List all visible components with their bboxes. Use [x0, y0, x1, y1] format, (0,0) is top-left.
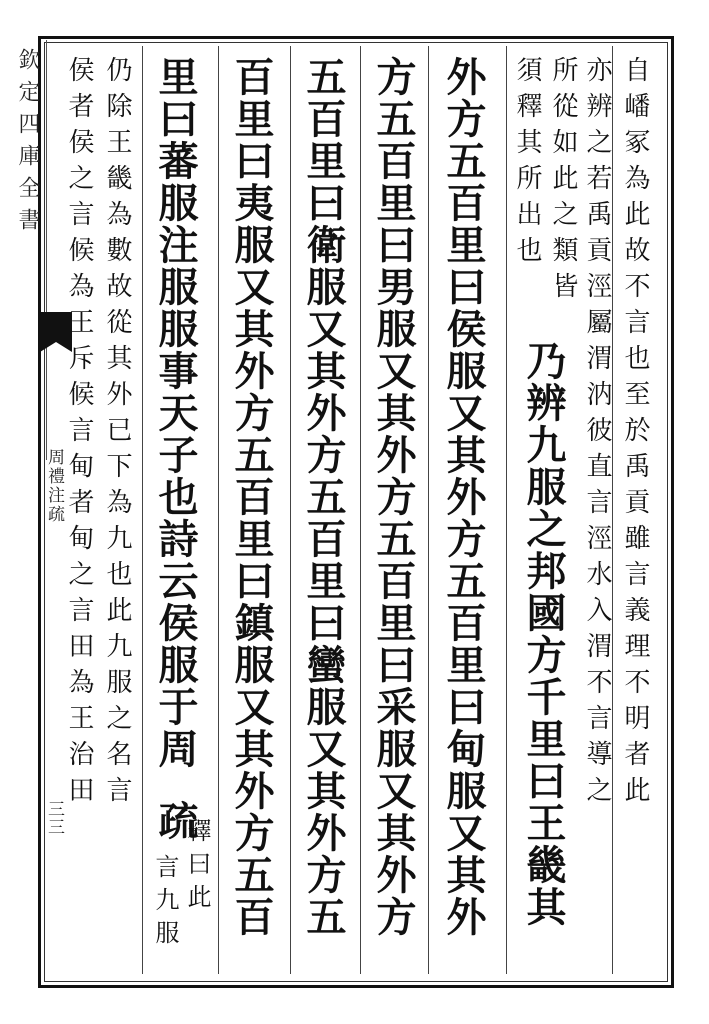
column-rule — [290, 46, 291, 974]
text-body: 九服之邦國方千里曰王畿其 — [520, 424, 567, 928]
column-rule — [428, 46, 429, 974]
text-column: 侯者侯之言候為王斥候言甸者甸之言田為王治田 — [64, 56, 94, 812]
text-column: 須釋其所出也 — [512, 56, 542, 272]
text-column: 五百里曰衛服又其外方五百里曰蠻服又其外方五 — [300, 56, 347, 938]
column-rule — [506, 46, 507, 974]
text-column: 自嶓冢為此故不言也至於禹貢雖言義理不明者此 — [620, 56, 650, 812]
note-right: 釋曰此 — [183, 818, 211, 917]
lead-phrase: 乃辨 — [520, 340, 567, 424]
text-column: 方五百里曰男服又其外方五百里曰采服又其外方 — [370, 56, 417, 938]
text-column-continued — [514, 340, 572, 956]
note-left: 言九服 — [151, 854, 179, 953]
text-column: 亦辨之若禹貢涇屬渭汭彼直言涇水入渭不言導之 — [582, 56, 612, 812]
text-column: 里曰蕃服注服服事天子也詩云侯服于周 — [152, 56, 199, 770]
column-rule — [218, 46, 219, 974]
text-column: 外方五百里曰侯服又其外方五百里曰甸服又其外 — [440, 56, 487, 938]
text-column: 仍除王畿為數故從其外已下為九也此九服之名言 — [102, 56, 132, 812]
text-column: 百里曰夷服又其外方五百里曰鎮服又其外方五百 — [228, 56, 275, 938]
book-name: 周禮注疏 — [44, 448, 64, 524]
collection-title: 欽定四庫全書 — [15, 48, 40, 240]
text-column: 所從如此之類皆 — [548, 56, 578, 308]
column-rule — [142, 46, 143, 974]
column-rule — [360, 46, 361, 974]
note-label: 疏 — [152, 800, 199, 842]
page-number: 三三 — [44, 800, 64, 836]
